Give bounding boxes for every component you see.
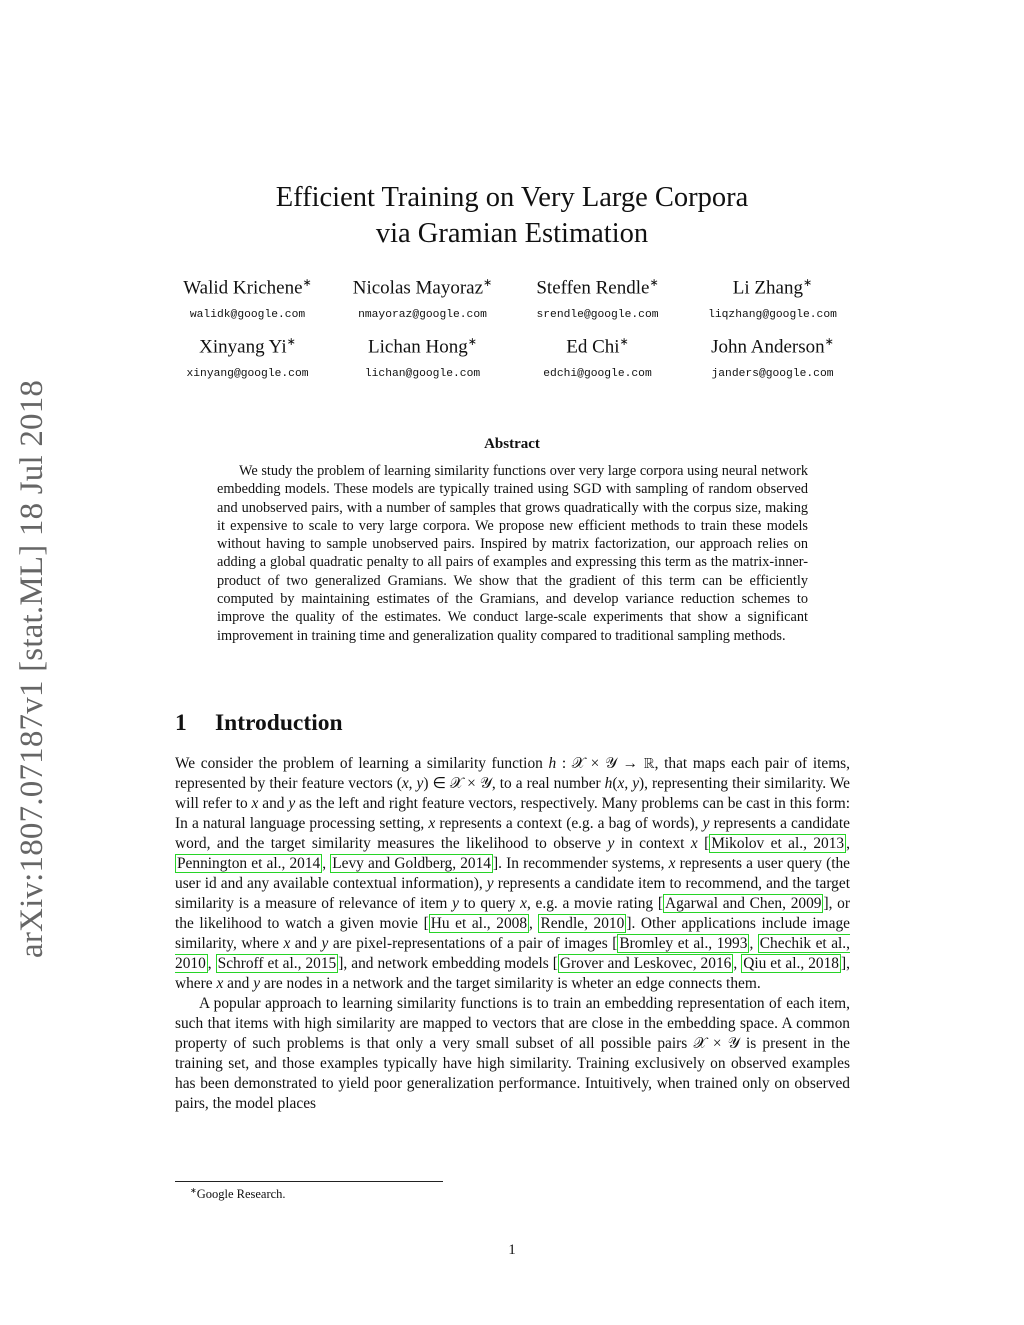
- section-number: 1: [175, 710, 187, 736]
- math-var: y: [321, 935, 329, 952]
- author-row-1: [160, 272, 860, 321]
- author-email: walidk@google.com: [189, 309, 306, 322]
- math-var: x: [690, 835, 698, 852]
- affiliation-mark: ∗: [467, 336, 477, 348]
- author: [160, 272, 335, 321]
- math-var: y: [288, 795, 296, 812]
- author-row-2: [160, 331, 860, 380]
- author-name: Steffen Rendle: [536, 277, 650, 299]
- abstract-heading: Abstract: [484, 436, 540, 452]
- footnote-text: Google Research.: [196, 1187, 286, 1202]
- author: [160, 331, 335, 380]
- math-var: h: [548, 755, 557, 772]
- author-name: Xinyang Yi: [199, 336, 287, 358]
- author-name: John Anderson: [711, 336, 825, 358]
- math-var: x: [283, 935, 291, 952]
- citation-link[interactable]: Hu et al., 2008: [430, 915, 528, 932]
- math-var: h: [604, 775, 613, 792]
- body-text: [175, 754, 850, 1114]
- title-line-2: via Gramian Estimation: [375, 218, 649, 249]
- math-var: y: [607, 835, 615, 852]
- affiliation-mark: ∗: [649, 277, 659, 289]
- citation-link[interactable]: Pennington et al., 2014: [177, 855, 321, 872]
- math-var: y: [253, 975, 261, 992]
- math-var: x: [668, 855, 676, 872]
- math-var: y: [486, 875, 494, 892]
- citation-link[interactable]: Agarwal and Chen, 2009: [664, 895, 822, 912]
- paragraph: A popular approach to learning similarity functions is to train an embedding representation of each item, such that items with high similarity are mapped to vectors that are close in the embedding space. A common property of such problems is that only a very small subset of all possible pairs 𝒳 × 𝒴 is present in the training set, and those examples typically have high similarity. Training exclusively on observed examples has been demonstrated to yield poor generalization performance. Intuitively, when trained only on observed pairs, the model places: [175, 995, 850, 1112]
- math-var: x: [401, 775, 409, 792]
- author-email: janders@google.com: [711, 368, 834, 381]
- page-number: 1: [508, 1242, 516, 1258]
- citation-link[interactable]: Rendle, 2010: [540, 915, 625, 932]
- math-var: x: [617, 775, 625, 792]
- author: [685, 331, 860, 380]
- author-email: xinyang@google.com: [186, 368, 309, 381]
- footnote-rule: [175, 1181, 443, 1182]
- affiliation-mark: ∗: [619, 336, 629, 348]
- paper-title: [180, 180, 844, 252]
- title-line-1: Efficient Training on Very Large Corpora: [275, 182, 749, 213]
- abstract-text: We study the problem of learning similarity functions over very large corpora using neural network embedding models. These models are typically trained using SGD with sampling of random observed and unobserved pairs, with a number of samples that grows quadratically with the corpus size, making it expensive to scale to very large corpora. We propose new efficient methods to train these models without having to sample unobserved pairs. Inspired by matrix factorization, our approach relies on adding a global quadratic penalty to all pairs of examples and expressing this term as the matrix-inner-product of two generalized Gramians. We show that the gradient of this term can be efficiently computed by maintaining estimates of the Gramians, and develop variance reduction schemes to improve the quality of the estimates. We conduct large-scale experiments that show a significant improvement in training time and generalization quality compared to traditional sampling methods.: [217, 463, 808, 644]
- arxiv-identifier-stamp: arXiv:1807.07187v1 [stat.ML] 18 Jul 2018: [14, 379, 50, 958]
- math-var: x: [216, 975, 224, 992]
- section-heading: [175, 710, 343, 737]
- affiliation-mark: ∗: [302, 277, 312, 289]
- affiliation-mark: ∗: [802, 277, 813, 289]
- author: [685, 272, 860, 321]
- author: [335, 331, 510, 380]
- math-var: y: [416, 775, 424, 792]
- author-name: Nicolas Mayoraz: [352, 277, 484, 299]
- citation-link[interactable]: Mikolov et al., 2013: [711, 835, 845, 852]
- author-email: edchi@google.com: [543, 368, 652, 381]
- author-email: nmayoraz@google.com: [358, 309, 487, 322]
- author-name: Li Zhang: [732, 277, 803, 299]
- author: [510, 331, 685, 380]
- author-name: Lichan Hong: [368, 336, 468, 358]
- affiliation-mark: ∗: [483, 277, 493, 289]
- author-name: Ed Chi: [566, 336, 620, 358]
- author-email: srendle@google.com: [536, 309, 659, 322]
- citation-link[interactable]: Levy and Goldberg, 2014: [332, 855, 492, 872]
- math-var: y: [452, 895, 459, 912]
- citation-link[interactable]: Schroff et al., 2015: [217, 955, 337, 972]
- author: [510, 272, 685, 321]
- math-var: y: [702, 815, 710, 832]
- author-name: Walid Krichene: [183, 277, 303, 299]
- footnote-mark: ∗: [190, 1186, 197, 1195]
- affiliation-mark: ∗: [824, 336, 834, 348]
- author-email: liqzhang@google.com: [708, 309, 837, 322]
- math-var: x: [520, 895, 527, 912]
- math-var: y: [632, 775, 640, 792]
- citation-link[interactable]: Bromley et al., 1993: [619, 935, 748, 952]
- author-email: lichan@google.com: [364, 368, 481, 381]
- math-var: x: [428, 815, 436, 832]
- math-var: x: [251, 795, 259, 812]
- citation-link[interactable]: Chechik et al., 2010: [175, 935, 851, 972]
- footnote: [190, 1186, 286, 1202]
- author: [335, 272, 510, 321]
- affiliation-mark: ∗: [286, 336, 296, 348]
- citation-link[interactable]: Grover and Leskovec, 2016: [559, 955, 732, 972]
- citation-link[interactable]: Qiu et al., 2018: [743, 955, 840, 972]
- paragraph: We consider the problem of learning a similarity function h : 𝒳 × 𝒴 → ℝ, that maps each pair of items, represented by their feature vectors (x, y) ∈ 𝒳 × 𝒴, to a real number h(x, y), representing their similarity. We will refer to x and y as the left and right feature vectors, respectively. Many problems can be cast in this form: In a natural language processing setting, x represents a context (e.g. a bag of words), y represents a candidate word, and the target similarity measures the likelihood to observe y in context x [ Mikolov et al., 2013 , Pennington et al., 2014 , Levy and Goldberg, 2014 ]. In recommender systems, x represents a user query (the user id and any available contextual information), y represents a candidate item to recommend, and the target similarity is a measure of relevance of item y to query x, e.g. a movie rating [ Agarwal and Chen, 2009 ], or the likelihood to watch a given movie [ Hu et al., 2008 , Rendle, 2010 ]. Other applications include image similarity, where x and y are pixel-representations of a pair of images [ Bromley et al., 1993 , Chechik et al., 2010 , Schroff et al., 2015 ], and network embedding models [ Grover and Leskovec, 2016 , Qiu et al., 2018 ], where x and y are nodes in a network and the target similarity is wheter an edge connects them.: [175, 755, 851, 992]
- section-title: Introduction: [215, 710, 343, 736]
